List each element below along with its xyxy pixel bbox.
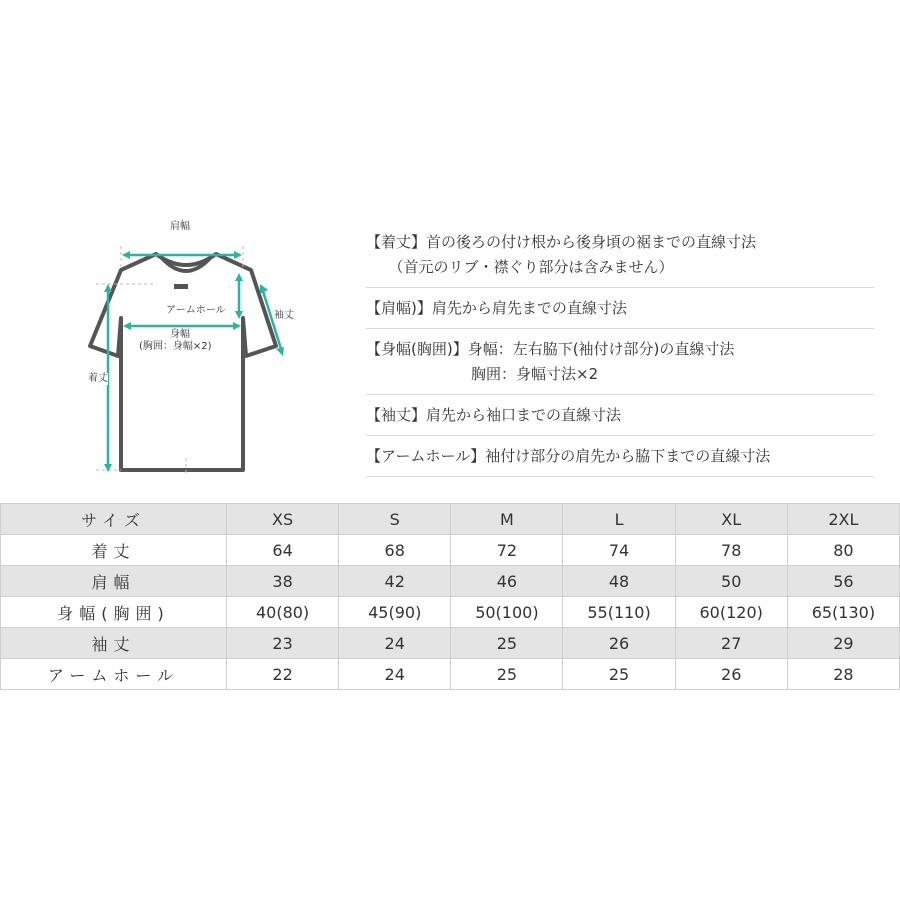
table-cell: 27 (675, 628, 787, 659)
shoulder-label: 肩幅 (170, 221, 190, 232)
table-cell: 24 (339, 659, 451, 690)
row-label: 袖丈 (1, 628, 227, 659)
desc-shoulder (366, 288, 874, 329)
table-cell: 50(100) (451, 597, 563, 628)
length-label: 着丈 (88, 373, 108, 384)
table-row (1, 628, 900, 659)
table-cell: 29 (787, 628, 899, 659)
armhole-label: アームホール (166, 305, 226, 316)
desc-body-width (366, 329, 874, 395)
body-width-label: 身幅 (170, 329, 190, 340)
table-cell: 25 (451, 628, 563, 659)
desc-line: 【肩幅)】肩先から肩先までの直線寸法 (366, 299, 627, 317)
desc-length (366, 222, 874, 288)
table-cell: 68 (339, 535, 451, 566)
row-label: 着丈 (1, 535, 227, 566)
row-label: 肩幅 (1, 566, 227, 597)
size-header: XS (227, 504, 339, 535)
table-cell: 38 (227, 566, 339, 597)
table-cell: 28 (787, 659, 899, 690)
table-cell: 50 (675, 566, 787, 597)
row-label: 身幅(胸囲) (1, 597, 227, 628)
table-row (1, 535, 900, 566)
measurement-descriptions (366, 222, 874, 477)
table-cell: 25 (451, 659, 563, 690)
table-cell: 48 (563, 566, 675, 597)
desc-line: 【着丈】首の後ろの付け根から後身頃の裾までの直線寸法 (366, 233, 757, 251)
table-cell: 55(110) (563, 597, 675, 628)
desc-line: 【アームホール】袖付け部分の肩先から脇下までの直線寸法 (366, 447, 771, 465)
size-header: XL (675, 504, 787, 535)
table-cell: 26 (563, 628, 675, 659)
size-header: M (451, 504, 563, 535)
table-cell: 80 (787, 535, 899, 566)
desc-line: 胸囲：身幅寸法×2 (366, 365, 599, 383)
size-table (0, 503, 900, 690)
table-cell: 65(130) (787, 597, 899, 628)
table-cell: 25 (563, 659, 675, 690)
desc-line: 【身幅(胸囲)】身幅：左右脇下(袖付け部分)の直線寸法 (366, 340, 735, 358)
table-cell: 74 (563, 535, 675, 566)
size-header: L (563, 504, 675, 535)
table-cell: 42 (339, 566, 451, 597)
table-cell: 22 (227, 659, 339, 690)
desc-line: （首元のリブ・襟ぐり部分は含みません） (366, 258, 674, 276)
table-cell: 78 (675, 535, 787, 566)
table-cell: 45(90) (339, 597, 451, 628)
table-cell: 56 (787, 566, 899, 597)
desc-sleeve (366, 395, 874, 436)
sleeve-label: 袖丈 (274, 310, 294, 321)
table-cell: 60(120) (675, 597, 787, 628)
table-cell: 64 (227, 535, 339, 566)
table-cell: 40(80) (227, 597, 339, 628)
desc-armhole (366, 436, 874, 477)
table-row (1, 566, 900, 597)
table-cell: 46 (451, 566, 563, 597)
table-cell: 72 (451, 535, 563, 566)
tshirt-diagram (76, 218, 306, 480)
row-label: アームホール (1, 659, 227, 690)
desc-line: 【袖丈】肩先から袖口までの直線寸法 (366, 406, 622, 424)
table-row (1, 597, 900, 628)
body-width-note: (胸囲：身幅×2) (139, 341, 212, 352)
size-header: 2XL (787, 504, 899, 535)
table-cell: 26 (675, 659, 787, 690)
table-cell: 23 (227, 628, 339, 659)
table-row (1, 659, 900, 690)
header-size-label: サイズ (1, 504, 227, 535)
table-cell: 24 (339, 628, 451, 659)
table-header-row (1, 504, 900, 535)
size-header: S (339, 504, 451, 535)
